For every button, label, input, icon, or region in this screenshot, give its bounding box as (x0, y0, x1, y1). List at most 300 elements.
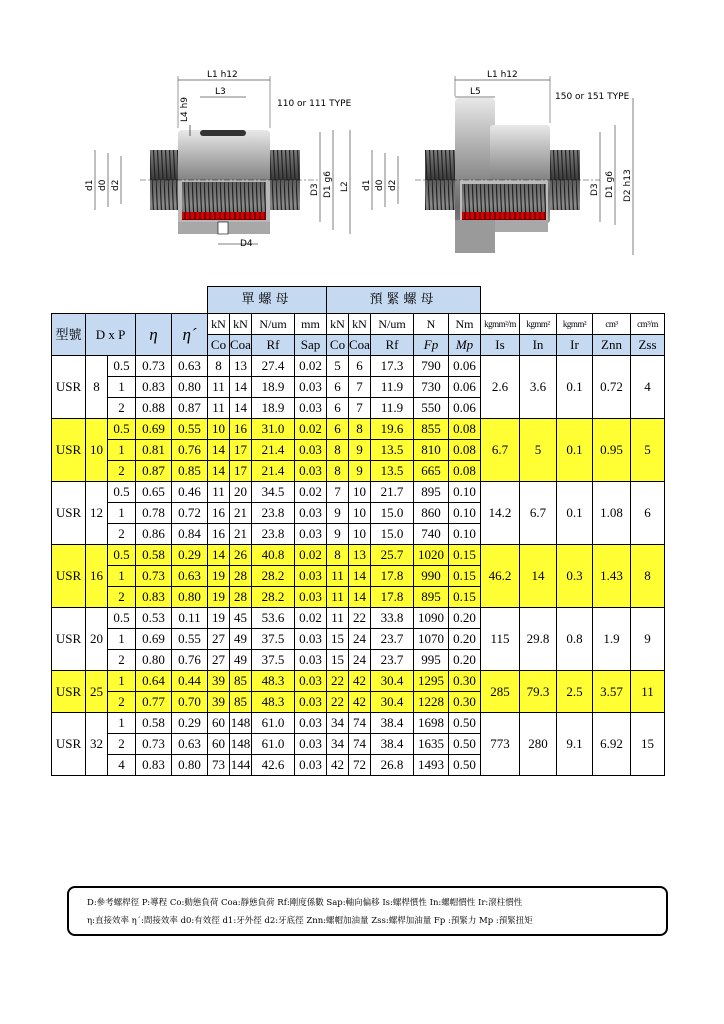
coa-preload-cell: 74 (349, 713, 371, 734)
ir-cell: 9.1 (557, 713, 593, 776)
sap-cell: 0.03 (295, 671, 327, 692)
diameter-cell: 25 (86, 671, 108, 713)
mp-cell: 0.50 (449, 713, 481, 734)
dim-L3: L3 (215, 87, 226, 97)
eta-cell: 0.83 (136, 587, 172, 608)
mp-cell: 0.15 (449, 566, 481, 587)
symbol: Sap (295, 335, 327, 356)
eta2-cell: 0.70 (172, 692, 208, 713)
diameter-cell: 16 (86, 545, 108, 608)
unit: mm (295, 314, 327, 335)
dim-D4: D4 (240, 239, 253, 249)
lead-cell: 2 (108, 692, 136, 713)
rf-preload-cell: 17.8 (371, 587, 414, 608)
is-cell: 115 (481, 608, 520, 671)
lead-cell: 0.5 (108, 482, 136, 503)
eta2-cell: 0.80 (172, 587, 208, 608)
co-preload-cell: 9 (327, 524, 349, 545)
eta2-cell: 0.29 (172, 545, 208, 566)
eta2-cell: 0.72 (172, 503, 208, 524)
unit: N/um (252, 314, 295, 335)
table-row (52, 608, 665, 629)
rf-preload-cell: 17.3 (371, 356, 414, 377)
eta-cell: 0.77 (136, 692, 172, 713)
eta2-cell: 0.76 (172, 440, 208, 461)
coa-cell: 144 (230, 755, 252, 776)
mp-cell: 0.30 (449, 671, 481, 692)
rf-cell: 21.4 (252, 461, 295, 482)
eta2-cell: 0.76 (172, 650, 208, 671)
lead-cell: 2 (108, 461, 136, 482)
eta2-cell: 0.11 (172, 608, 208, 629)
fp-cell: 855 (414, 419, 449, 440)
mp-cell: 0.30 (449, 692, 481, 713)
co-cell: 11 (208, 377, 230, 398)
mp-cell: 0.06 (449, 377, 481, 398)
eta2-cell: 0.80 (172, 377, 208, 398)
mp-cell: 0.20 (449, 608, 481, 629)
rf-cell: 27.4 (252, 356, 295, 377)
zss-cell: 5 (631, 419, 665, 482)
eta2-cell: 0.87 (172, 398, 208, 419)
in-cell: 280 (520, 713, 557, 776)
eta2-cell: 0.55 (172, 419, 208, 440)
rf-preload-cell: 30.4 (371, 692, 414, 713)
mp-cell: 0.08 (449, 440, 481, 461)
in-cell: 3.6 (520, 356, 557, 419)
eta2-cell: 0.63 (172, 356, 208, 377)
diameter-cell: 12 (86, 482, 108, 545)
ir-cell: 2.5 (557, 671, 593, 713)
lead-cell: 2 (108, 398, 136, 419)
eta-cell: 0.73 (136, 566, 172, 587)
symbol: Fp (414, 335, 449, 356)
unit: cm³ (593, 314, 631, 335)
rf-preload-cell: 21.7 (371, 482, 414, 503)
model-cell: USR (52, 482, 86, 545)
drawing-150-type (362, 70, 633, 255)
dim-D1-right: D1 g6 (605, 171, 615, 198)
eta2-cell: 0.63 (172, 566, 208, 587)
fp-cell: 995 (414, 650, 449, 671)
diameter-cell: 10 (86, 419, 108, 482)
coa-cell: 28 (230, 587, 252, 608)
is-cell: 285 (481, 671, 520, 713)
dim-L1-right: L1 h12 (487, 70, 518, 80)
fp-cell: 665 (414, 461, 449, 482)
in-cell: 6.7 (520, 482, 557, 545)
dim-L4: L4 h9 (180, 96, 190, 122)
col-eta-header: η (136, 314, 172, 356)
zss-cell: 8 (631, 545, 665, 608)
rf-preload-cell: 23.7 (371, 650, 414, 671)
dim-L5: L5 (470, 87, 481, 97)
eta-cell: 0.86 (136, 524, 172, 545)
rf-cell: 42.6 (252, 755, 295, 776)
znn-cell: 1.43 (593, 545, 631, 608)
fp-cell: 860 (414, 503, 449, 524)
coa-preload-cell: 24 (349, 629, 371, 650)
rf-cell: 40.8 (252, 545, 295, 566)
sap-cell: 0.03 (295, 377, 327, 398)
diameter-cell: 20 (86, 608, 108, 671)
znn-cell: 0.72 (593, 356, 631, 419)
coa-preload-cell: 14 (349, 566, 371, 587)
eta-cell: 0.73 (136, 734, 172, 755)
lead-cell: 1 (108, 566, 136, 587)
mp-cell: 0.15 (449, 587, 481, 608)
sap-cell: 0.02 (295, 419, 327, 440)
mp-cell: 0.06 (449, 398, 481, 419)
co-cell: 14 (208, 461, 230, 482)
rf-preload-cell: 11.9 (371, 398, 414, 419)
spec-table-body (52, 356, 665, 776)
co-cell: 39 (208, 692, 230, 713)
fp-cell: 550 (414, 398, 449, 419)
sap-cell: 0.03 (295, 650, 327, 671)
dim-D3-right: D3 (590, 183, 600, 196)
model-cell: USR (52, 356, 86, 419)
lead-cell: 0.5 (108, 356, 136, 377)
coa-preload-cell: 10 (349, 482, 371, 503)
coa-cell: 148 (230, 734, 252, 755)
coa-cell: 45 (230, 608, 252, 629)
eta-cell: 0.69 (136, 419, 172, 440)
co-cell: 16 (208, 503, 230, 524)
rf-preload-cell: 33.8 (371, 608, 414, 629)
rf-cell: 48.3 (252, 692, 295, 713)
rf-preload-cell: 38.4 (371, 713, 414, 734)
sap-cell: 0.03 (295, 587, 327, 608)
legend-line-1: D:參考螺桿徑 P:導程 Co:動態負荷 Coa:靜態負荷 Rf:剛度係數 Sap:軸向偏移 Is:螺桿慣性 In:螺帽慣性 Ir:滾柱慣性 (87, 898, 523, 908)
spec-table (51, 286, 665, 776)
coa-cell: 85 (230, 671, 252, 692)
type-label-right: 150 or 151 TYPE (555, 92, 630, 102)
unit: N (414, 314, 449, 335)
coa-cell: 26 (230, 545, 252, 566)
dim-d2-right: d2 (388, 179, 398, 191)
rf-cell: 53.6 (252, 608, 295, 629)
table-row (52, 713, 665, 734)
rf-preload-cell: 25.7 (371, 545, 414, 566)
co-preload-cell: 15 (327, 629, 349, 650)
fp-cell: 895 (414, 482, 449, 503)
unit: cm³/m (631, 314, 665, 335)
co-cell: 27 (208, 629, 230, 650)
fp-cell: 1698 (414, 713, 449, 734)
rf-cell: 34.5 (252, 482, 295, 503)
rf-cell: 28.2 (252, 566, 295, 587)
rf-cell: 23.8 (252, 503, 295, 524)
znn-cell: 1.9 (593, 608, 631, 671)
symbol: Is (481, 335, 520, 356)
znn-cell: 1.08 (593, 482, 631, 545)
coa-preload-cell: 10 (349, 503, 371, 524)
coa-preload-cell: 7 (349, 398, 371, 419)
symbol: Co (208, 335, 230, 356)
table-row (52, 419, 665, 440)
symbol: Mp (449, 335, 481, 356)
rf-preload-cell: 15.0 (371, 524, 414, 545)
mp-cell: 0.10 (449, 503, 481, 524)
co-cell: 11 (208, 398, 230, 419)
coa-cell: 49 (230, 629, 252, 650)
symbol: Ir (557, 335, 593, 356)
co-preload-cell: 22 (327, 692, 349, 713)
dim-L1-left: L1 h12 (207, 70, 238, 80)
rf-cell: 37.5 (252, 629, 295, 650)
unit: kN (349, 314, 371, 335)
fp-cell: 990 (414, 566, 449, 587)
rf-preload-cell: 13.5 (371, 461, 414, 482)
co-preload-cell: 5 (327, 356, 349, 377)
co-preload-cell: 34 (327, 713, 349, 734)
model-cell: USR (52, 608, 86, 671)
coa-preload-cell: 6 (349, 356, 371, 377)
coa-cell: 20 (230, 482, 252, 503)
coa-cell: 49 (230, 650, 252, 671)
co-preload-cell: 8 (327, 440, 349, 461)
rf-preload-cell: 26.8 (371, 755, 414, 776)
in-cell: 5 (520, 419, 557, 482)
fp-cell: 1228 (414, 692, 449, 713)
coa-preload-cell: 22 (349, 608, 371, 629)
coa-preload-cell: 72 (349, 755, 371, 776)
sap-cell: 0.03 (295, 755, 327, 776)
dim-D2-right: D2 h13 (623, 169, 633, 202)
col-eta2-header: η´ (172, 314, 208, 356)
coa-cell: 16 (230, 419, 252, 440)
rf-cell: 18.9 (252, 398, 295, 419)
coa-preload-cell: 13 (349, 545, 371, 566)
unit: kgmm² (557, 314, 593, 335)
zss-cell: 4 (631, 356, 665, 419)
coa-preload-cell: 7 (349, 377, 371, 398)
eta-cell: 0.83 (136, 377, 172, 398)
coa-cell: 148 (230, 713, 252, 734)
in-cell: 29.8 (520, 608, 557, 671)
table-row (52, 356, 665, 377)
eta-cell: 0.88 (136, 398, 172, 419)
lead-cell: 1 (108, 713, 136, 734)
is-cell: 2.6 (481, 356, 520, 419)
co-preload-cell: 15 (327, 650, 349, 671)
co-preload-cell: 7 (327, 482, 349, 503)
zss-cell: 15 (631, 713, 665, 776)
sap-cell: 0.02 (295, 356, 327, 377)
sap-cell: 0.02 (295, 545, 327, 566)
dim-d0-left: d0 (98, 179, 108, 191)
fp-cell: 740 (414, 524, 449, 545)
eta-cell: 0.58 (136, 545, 172, 566)
eta-cell: 0.87 (136, 461, 172, 482)
sap-cell: 0.02 (295, 482, 327, 503)
sap-cell: 0.03 (295, 629, 327, 650)
dim-D1-left: D1 g6 (323, 171, 333, 198)
co-preload-cell: 42 (327, 755, 349, 776)
co-preload-cell: 34 (327, 734, 349, 755)
co-preload-cell: 9 (327, 503, 349, 524)
dim-L2: L2 (340, 181, 350, 192)
unit: Nm (449, 314, 481, 335)
fp-cell: 1020 (414, 545, 449, 566)
ir-cell: 0.1 (557, 419, 593, 482)
co-cell: 16 (208, 524, 230, 545)
eta-cell: 0.58 (136, 713, 172, 734)
ir-cell: 0.8 (557, 608, 593, 671)
fp-cell: 790 (414, 356, 449, 377)
mp-cell: 0.06 (449, 356, 481, 377)
co-cell: 14 (208, 545, 230, 566)
model-cell: USR (52, 419, 86, 482)
co-cell: 60 (208, 734, 230, 755)
sap-cell: 0.03 (295, 524, 327, 545)
col-dxp-header: D x P (86, 314, 136, 356)
type-label-left: 110 or 111 TYPE (277, 99, 352, 109)
symbol: Zss (631, 335, 665, 356)
eta-cell: 0.64 (136, 671, 172, 692)
model-cell: USR (52, 713, 86, 776)
sap-cell: 0.03 (295, 461, 327, 482)
mp-cell: 0.08 (449, 419, 481, 440)
co-cell: 39 (208, 671, 230, 692)
in-cell: 79.3 (520, 671, 557, 713)
znn-cell: 6.92 (593, 713, 631, 776)
rf-cell: 37.5 (252, 650, 295, 671)
rf-cell: 23.8 (252, 524, 295, 545)
znn-cell: 3.57 (593, 671, 631, 713)
co-cell: 19 (208, 608, 230, 629)
table-row (52, 671, 665, 692)
eta2-cell: 0.85 (172, 461, 208, 482)
co-preload-cell: 22 (327, 671, 349, 692)
col-model-header: 型號 (52, 314, 86, 356)
eta-cell: 0.65 (136, 482, 172, 503)
mp-cell: 0.08 (449, 461, 481, 482)
eta2-cell: 0.63 (172, 734, 208, 755)
legend-box (67, 886, 668, 936)
eta2-cell: 0.44 (172, 671, 208, 692)
lead-cell: 0.5 (108, 545, 136, 566)
lead-cell: 2 (108, 650, 136, 671)
symbol: Co (327, 335, 349, 356)
coa-cell: 14 (230, 398, 252, 419)
lead-cell: 0.5 (108, 419, 136, 440)
eta-cell: 0.81 (136, 440, 172, 461)
rf-cell: 48.3 (252, 671, 295, 692)
eta-cell: 0.78 (136, 503, 172, 524)
eta-cell: 0.80 (136, 650, 172, 671)
sap-cell: 0.03 (295, 734, 327, 755)
model-cell: USR (52, 545, 86, 608)
eta-cell: 0.69 (136, 629, 172, 650)
eta2-cell: 0.29 (172, 713, 208, 734)
lead-cell: 4 (108, 755, 136, 776)
unit: N/um (371, 314, 414, 335)
mp-cell: 0.10 (449, 482, 481, 503)
fp-cell: 1635 (414, 734, 449, 755)
lead-cell: 1 (108, 503, 136, 524)
coa-preload-cell: 8 (349, 419, 371, 440)
sap-cell: 0.03 (295, 566, 327, 587)
dim-D3-left: D3 (310, 183, 320, 196)
coa-preload-cell: 9 (349, 461, 371, 482)
dim-d1-right: d1 (362, 179, 372, 191)
coa-cell: 28 (230, 566, 252, 587)
eta-cell: 0.73 (136, 356, 172, 377)
symbol: Rf (252, 335, 295, 356)
unit: kN (327, 314, 349, 335)
symbol: Rf (371, 335, 414, 356)
coa-preload-cell: 74 (349, 734, 371, 755)
coa-cell: 17 (230, 461, 252, 482)
eta-cell: 0.53 (136, 608, 172, 629)
legend-line-2: η:直接效率 η´:間接效率 d0:有效徑 d1:牙外徑 d2:牙底徑 Znn:螺帽加油量 Zss:螺桿加油量 Fp :預緊力 Mp :預緊扭矩 (87, 916, 533, 926)
rf-preload-cell: 15.0 (371, 503, 414, 524)
sap-cell: 0.03 (295, 398, 327, 419)
rf-cell: 61.0 (252, 734, 295, 755)
symbol: Coa (230, 335, 252, 356)
co-preload-cell: 8 (327, 545, 349, 566)
mp-cell: 0.15 (449, 545, 481, 566)
coa-preload-cell: 10 (349, 524, 371, 545)
unit: kgmm² (520, 314, 557, 335)
coa-cell: 14 (230, 377, 252, 398)
lead-cell: 1 (108, 671, 136, 692)
lead-cell: 1 (108, 377, 136, 398)
coa-preload-cell: 9 (349, 440, 371, 461)
co-preload-cell: 11 (327, 608, 349, 629)
model-cell: USR (52, 671, 86, 713)
technical-drawings (0, 0, 724, 285)
table-row (52, 545, 665, 566)
co-preload-cell: 6 (327, 377, 349, 398)
symbol: Coa (349, 335, 371, 356)
unit: kN (208, 314, 230, 335)
mp-cell: 0.50 (449, 734, 481, 755)
rf-preload-cell: 38.4 (371, 734, 414, 755)
co-cell: 8 (208, 356, 230, 377)
eta2-cell: 0.80 (172, 755, 208, 776)
fp-cell: 1090 (414, 608, 449, 629)
co-cell: 10 (208, 419, 230, 440)
rf-cell: 18.9 (252, 377, 295, 398)
co-preload-cell: 11 (327, 566, 349, 587)
sap-cell: 0.03 (295, 503, 327, 524)
co-preload-cell: 6 (327, 419, 349, 440)
dim-d0-right: d0 (375, 179, 385, 191)
diameter-cell: 8 (86, 356, 108, 419)
rf-preload-cell: 19.6 (371, 419, 414, 440)
lead-cell: 1 (108, 440, 136, 461)
co-cell: 11 (208, 482, 230, 503)
ir-cell: 0.3 (557, 545, 593, 608)
mp-cell: 0.10 (449, 524, 481, 545)
symbol: Znn (593, 335, 631, 356)
eta2-cell: 0.55 (172, 629, 208, 650)
co-preload-cell: 11 (327, 587, 349, 608)
unit: kN (230, 314, 252, 335)
coa-cell: 21 (230, 503, 252, 524)
mp-cell: 0.20 (449, 650, 481, 671)
co-cell: 60 (208, 713, 230, 734)
drawing-110-type (85, 70, 352, 249)
rf-preload-cell: 17.8 (371, 566, 414, 587)
ir-cell: 0.1 (557, 482, 593, 545)
eta2-cell: 0.84 (172, 524, 208, 545)
coa-preload-cell: 14 (349, 587, 371, 608)
is-cell: 14.2 (481, 482, 520, 545)
